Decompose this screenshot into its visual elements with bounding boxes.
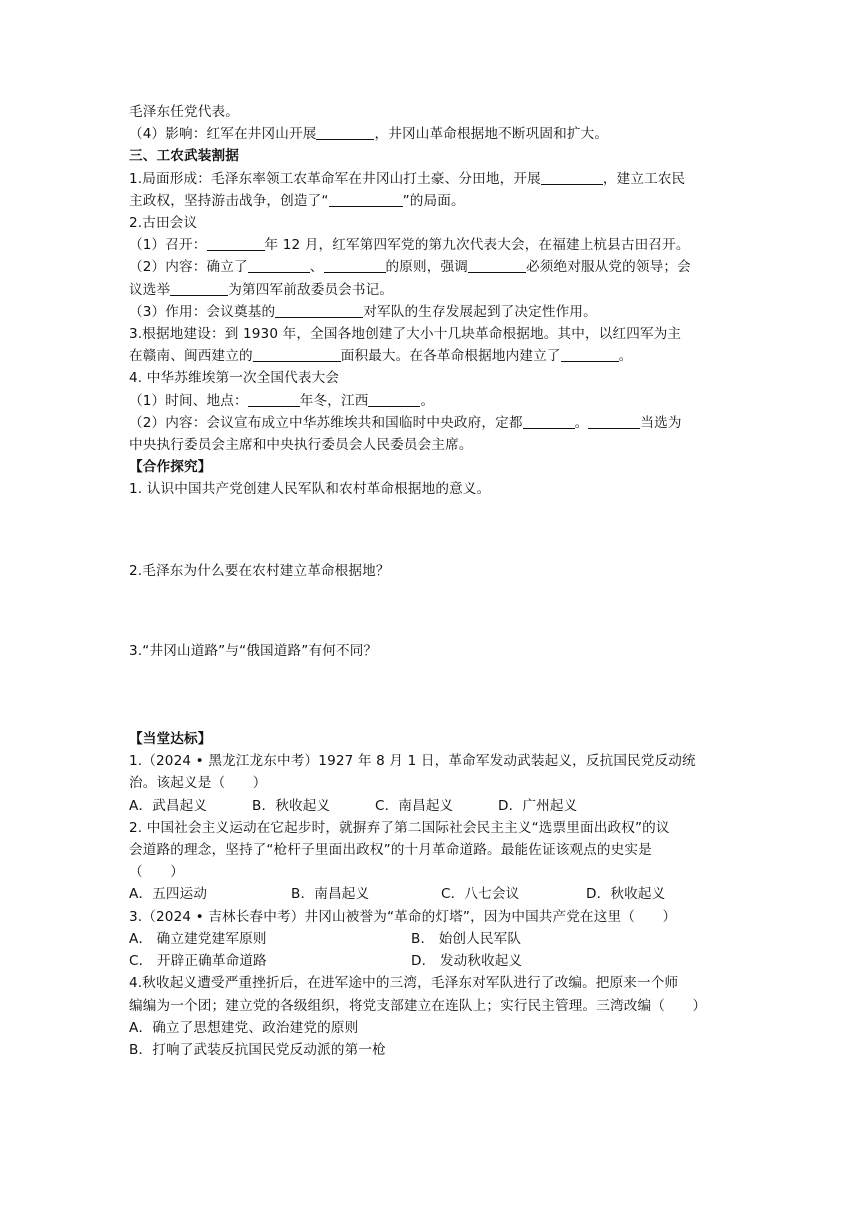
practice-q2-options [129, 883, 739, 905]
practice-q2-line-1: 2. 中国社会主义运动在它起步时，就摒弃了第二国际社会民主主义“选票里面出政权”的议 [129, 819, 670, 836]
cooperation-q2: 2.毛泽东为什么要在农村建立革命根据地？ [129, 562, 390, 579]
item-2-convene [129, 234, 739, 256]
text: 。 [574, 414, 589, 431]
fill-blank[interactable] [207, 236, 265, 251]
item-1-line-2 [129, 190, 739, 212]
fill-blank[interactable] [468, 258, 526, 273]
practice-q1-line-1: 1.（2024 • 黑龙江龙东中考）1927 年 8 月 1 日，革命军发动武装起义，反抗国民党反动统 [129, 753, 696, 770]
text: 在赣南、闽西建立的 [129, 348, 253, 365]
text: 毛泽东任党代表。 [129, 104, 239, 120]
practice-q4-line-2: 编编为一个团；建立党的各级组织，将党支部建立在连队上；实行民主管理。三湾改编（ ） [129, 997, 707, 1014]
text: 。 [420, 392, 435, 409]
text: 1.局面形成：毛泽东率领工农革命军在井冈山打土豪、分田地，开展 [129, 170, 541, 187]
fill-blank[interactable] [248, 392, 300, 407]
option-b[interactable]: B．打响了武装反抗国民党反动派的第一枪 [129, 1041, 386, 1058]
option-b[interactable]: B．南昌起义 [291, 886, 370, 903]
influence-line [129, 123, 739, 145]
option-c[interactable]: C．八七会议 [441, 886, 520, 903]
practice-heading: 【当堂达标】 [129, 731, 212, 748]
practice-q1-options [129, 795, 739, 817]
option-b[interactable]: B．秋收起义 [252, 797, 331, 814]
fill-blank[interactable] [253, 347, 341, 362]
item-4-content-1 [129, 412, 739, 434]
text: 、 [309, 259, 324, 276]
worksheet-content [129, 101, 739, 1061]
fill-blank[interactable] [523, 414, 575, 429]
fill-blank[interactable] [588, 414, 640, 429]
answer-space[interactable] [129, 501, 739, 560]
practice-q2-line-3: （ ） [129, 864, 184, 881]
text: （3）作用：会议奠基的 [129, 303, 276, 320]
fill-blank[interactable] [170, 281, 228, 296]
text: （2）内容：确立了 [129, 259, 248, 276]
practice-q1-line-2: 治。该起义是（ ） [129, 775, 267, 792]
option-d[interactable]: D．秋收起义 [586, 886, 666, 903]
text: （1）时间、地点： [129, 392, 248, 409]
text: 必须绝对服从党的领导；会 [525, 259, 691, 276]
text: 主政权，坚持游击战争，创造了“ [129, 192, 329, 209]
option-a[interactable]: A．五四运动 [129, 886, 208, 903]
text: （1）召开： [129, 237, 207, 254]
prev-section-line [129, 101, 739, 123]
item-4-content-2: 中央执行委员会主席和中央执行委员会人民委员会主席。 [129, 437, 473, 454]
section-heading: 三、工农武装割据 [129, 148, 239, 165]
fill-blank[interactable] [275, 303, 363, 318]
option-a[interactable]: A．武昌起义 [129, 797, 208, 814]
fill-blank[interactable] [541, 170, 603, 185]
text: ”的局面。 [402, 192, 465, 209]
practice-q3-options-row-1 [129, 928, 739, 950]
practice-q3-line-1: 3.（2024 • 吉林长春中考）井冈山被誉为“革命的灯塔”，因为中国共产党在这里（ ） [129, 908, 677, 925]
option-b[interactable]: B． 始创人民军队 [411, 930, 522, 947]
text: 年 12 月，红军第四军党的第九次代表大会，在福建上杭县古田召开。 [264, 237, 690, 254]
text: 对军队的生存发展起到了决定性作用。 [363, 303, 597, 320]
cooperation-q3: 3.“井冈山道路”与“俄国道路”有何不同？ [129, 642, 378, 659]
text: （2）内容：会议宣布成立中华苏维埃共和国临时中央政府，定都 [129, 414, 523, 431]
text: 。 [618, 348, 633, 365]
option-a[interactable]: A．确立了思想建党、政治建党的原则 [129, 1019, 359, 1036]
option-a[interactable]: A． 确立建党建军原则 [129, 930, 267, 947]
text: 年冬，江西 [299, 392, 369, 409]
text: 面积最大。在各革命根据地内建立了 [340, 348, 561, 365]
text: ，建立工农民 [602, 170, 686, 187]
fill-blank[interactable] [561, 347, 619, 362]
option-c[interactable]: C． 开辟正确革命道路 [129, 953, 267, 970]
practice-q2-line-2: 会道路的理念，坚持了“枪杆子里面出政权”的十月革命道路。最能佐证该观点的史实是 [129, 842, 652, 859]
option-d[interactable]: D．广州起义 [498, 797, 578, 814]
item-1-line-1 [129, 168, 739, 190]
item-2-content-1 [129, 256, 739, 278]
item-4-title: 4. 中华苏维埃第一次全国代表大会 [129, 370, 340, 387]
fill-blank[interactable] [329, 192, 403, 207]
item-3-line-2 [129, 345, 739, 367]
fill-blank[interactable] [316, 125, 374, 140]
practice-q4-line-1: 4.秋收起义遭受严重挫折后，在进军途中的三湾，毛泽东对军队进行了改编。把原来一个师 [129, 975, 679, 992]
fill-blank[interactable] [368, 392, 420, 407]
practice-q3-options-row-2 [129, 950, 739, 972]
option-d[interactable]: D． 发动秋收起义 [411, 953, 523, 970]
text: ，井冈山革命根据地不断巩固和扩大。 [374, 126, 609, 143]
text: （4）影响：红军在井冈山开展 [129, 126, 317, 143]
text: 当选为 [640, 414, 682, 431]
answer-space[interactable] [129, 582, 739, 640]
option-c[interactable]: C．南昌起义 [375, 797, 454, 814]
text: 的原则，强调 [385, 259, 468, 276]
item-2-content-2 [129, 279, 739, 301]
item-4-time-place [129, 390, 739, 412]
cooperation-heading: 【合作探究】 [129, 459, 212, 476]
item-2-title: 2.古田会议 [129, 215, 198, 232]
fill-blank[interactable] [324, 258, 386, 273]
answer-space[interactable] [129, 662, 739, 728]
item-2-effect [129, 301, 739, 323]
text: 为第四军前敌委员会书记。 [228, 281, 394, 298]
cooperation-q1: 1. 认识中国共产党创建人民军队和农村革命根据地的意义。 [129, 481, 491, 498]
text: 议选举 [129, 281, 171, 298]
item-3-line-1: 3.根据地建设：到 1930 年，全国各地创建了大小十几块革命根据地。其中，以红四军为主 [129, 326, 682, 343]
fill-blank[interactable] [248, 258, 310, 273]
